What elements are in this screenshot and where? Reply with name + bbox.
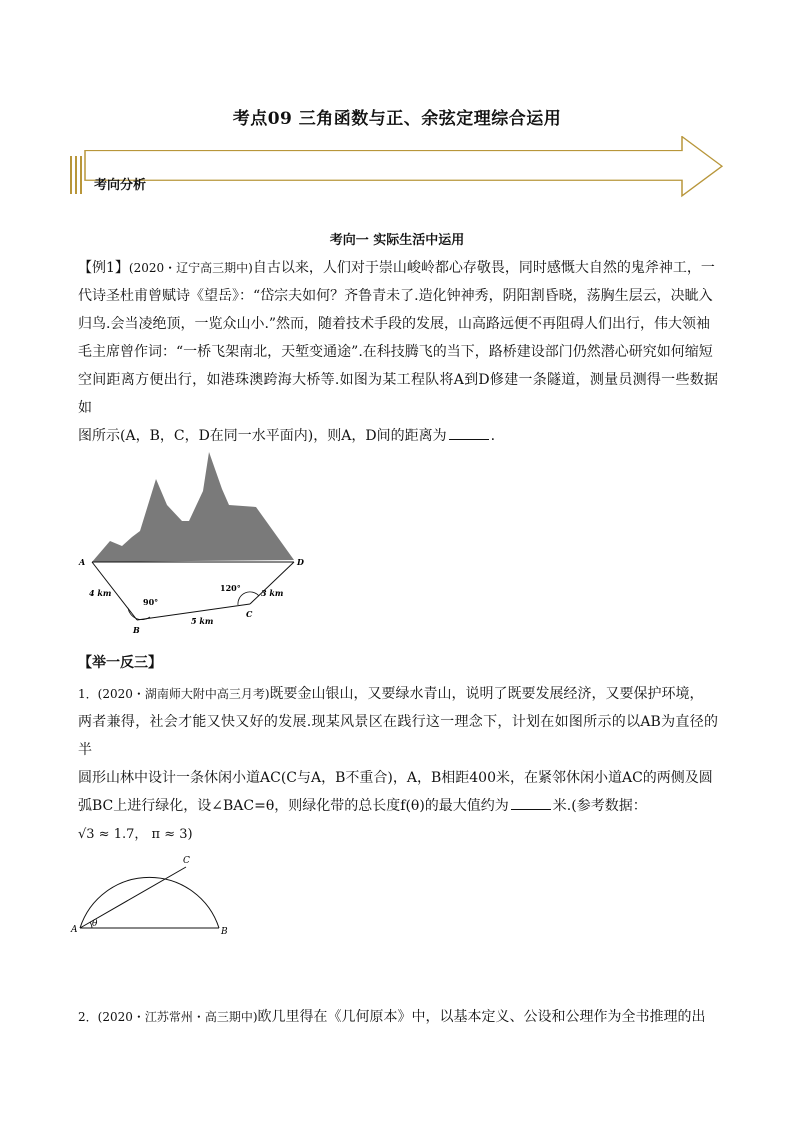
label-C: C bbox=[183, 856, 190, 866]
label-D: D bbox=[297, 557, 304, 567]
length-AB: 4 km bbox=[89, 588, 112, 598]
example1-line3: 归鸟.会当凌绝顶，一览众山小.”然而，随着技术手段的发展，山高路远便不再阻碍人们出行，伟大领袖 bbox=[78, 316, 711, 332]
example-tag: 【例1】 bbox=[78, 260, 129, 276]
label-C: C bbox=[246, 609, 253, 619]
problem1-line2: 两者兼得，社会才能又快又好的发展.现某风景区在践行这一理念下，计划在如图所示的以AB为直径的半 bbox=[78, 714, 718, 758]
problem1-line3: 圆形山林中设计一条休闲小道AC(C与A，B不重合)，A，B相距400米，在紧邻休闲小道AC的两侧及圆 bbox=[78, 770, 713, 786]
problem1-line1: 1．(2020・湖南师大附中高三月考)既要金山银山，又要绿水青山，说明了既要发展经济，又要保护环境， bbox=[78, 686, 704, 702]
example-source: (2020・辽宁高三期中) bbox=[128, 261, 253, 275]
semicircle-figure bbox=[68, 850, 238, 940]
answer-blank[interactable] bbox=[511, 795, 551, 810]
angle-B-arc bbox=[128, 608, 150, 620]
problem2-line1: 2．(2020・江苏常州・高三期中)欧几里得在《几何原本》中，以基本定义、公设和公理作为全书推理的出 bbox=[78, 1009, 706, 1025]
banner-label: 考向分析 bbox=[94, 178, 147, 193]
length-BC: 5 km bbox=[191, 616, 214, 626]
angle-B: 90° bbox=[143, 597, 159, 607]
problem1-line4: 弧BC上进行绿化，设∠BAC=θ，则绿化带的总长度f(θ)的最大值约为 米.(参考数据： bbox=[78, 792, 718, 820]
problem-source: 1．(2020・湖南师大附中高三月考) bbox=[78, 687, 270, 701]
practice-heading: 【举一反三】 bbox=[78, 655, 162, 671]
tunnel-figure bbox=[72, 445, 322, 640]
example1-line5: 空间距离方便出行，如港珠澳跨海大桥等.如图为某工程队将A到D修建一条隧道，测量员测得一些数据如 bbox=[78, 372, 718, 416]
answer-blank[interactable] bbox=[449, 425, 489, 440]
example1-paragraph bbox=[78, 254, 718, 450]
angle-C: 120° bbox=[220, 583, 241, 593]
label-B: B bbox=[221, 927, 228, 937]
example-text: 自古以来，人们对于崇山峻岭都心存敬畏，同时感慨大自然的鬼斧神工，一 bbox=[252, 260, 715, 276]
label-A: A bbox=[71, 925, 78, 935]
length-CD: 3 km bbox=[261, 588, 284, 598]
mountain-shape bbox=[92, 452, 294, 562]
example1-line4: 毛主席曾作词：“一桥飞架南北，天堑变通途”.在科技腾飞的当下，路桥建设部门仍然潜心研究如何缩短 bbox=[78, 344, 713, 360]
semicircle-arc bbox=[80, 877, 219, 928]
example1-line2: 代诗圣杜甫曾赋诗《望岳》：“岱宗夫如何？齐鲁青未了.造化钟神秀，阴阳割昏晓，荡胸生层云，决眦入 bbox=[78, 288, 713, 304]
label-B: B bbox=[133, 625, 140, 635]
problem1-paragraph bbox=[78, 680, 718, 820]
example1-line6: 图所示(A，B，C，D在同一水平面内)，则A，D间的距离为 . bbox=[78, 422, 718, 450]
page-title: 考点09 三角函数与正、余弦定理综合运用 bbox=[232, 109, 562, 129]
banner-arrow bbox=[70, 136, 724, 200]
label-theta: θ bbox=[92, 919, 98, 929]
problem2-paragraph bbox=[78, 1003, 718, 1031]
example-text: 图所示(A，B，C，D在同一水平面内)，则A，D间的距离为 bbox=[78, 428, 447, 444]
example1-line1 bbox=[78, 254, 718, 282]
section-title: 考向一 实际生活中运用 bbox=[329, 233, 465, 248]
label-A: A bbox=[79, 557, 86, 567]
reference-data: √3 ≈ 1.7， π ≈ 3) bbox=[78, 827, 193, 842]
problem-source: 2．(2020・江苏常州・高三期中) bbox=[78, 1010, 258, 1024]
